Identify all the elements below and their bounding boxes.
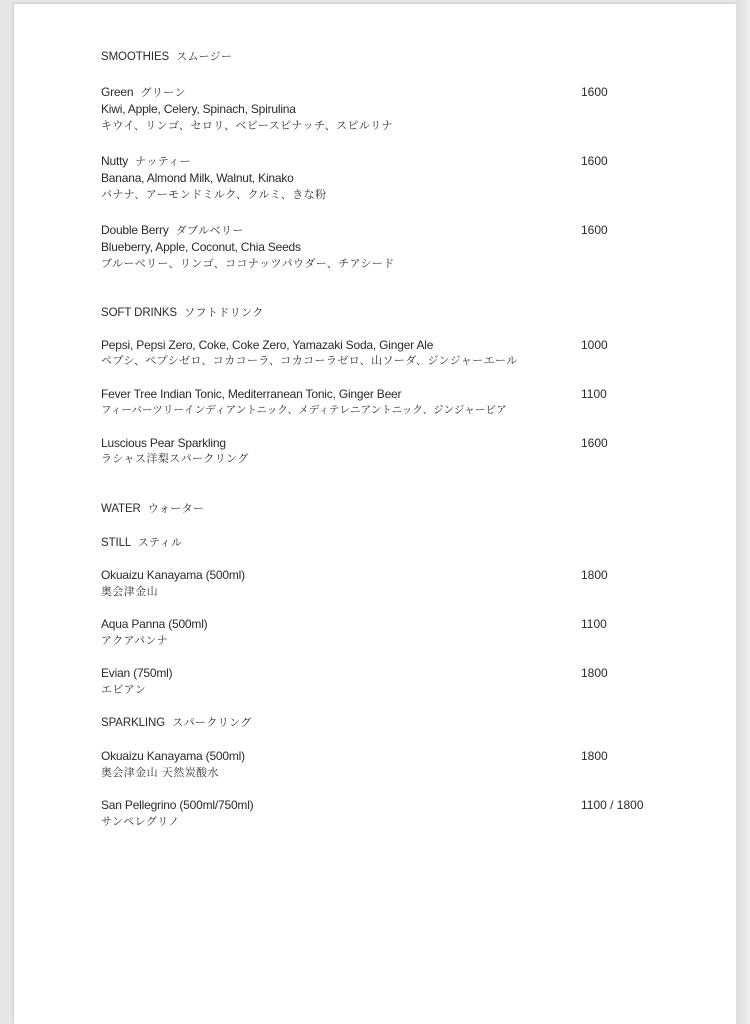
item-name-en: Nutty <box>101 154 129 168</box>
subsection-heading-sparkling <box>101 716 252 730</box>
section-title-en: SOFT DRINKS <box>101 307 178 319</box>
menu-item-name <box>101 85 186 100</box>
subsection-title-en: SPARKLING <box>101 717 166 729</box>
subsection-heading-still <box>101 536 182 550</box>
item-price: 1600 <box>581 223 608 237</box>
subsection-title-en: STILL <box>101 537 131 549</box>
item-name-jp: 奥会津金山 天然炭酸水 <box>101 766 219 779</box>
item-price: 1100 <box>581 617 607 631</box>
item-price: 1800 <box>581 568 608 582</box>
item-name-jp: グリーン <box>140 86 186 99</box>
item-description-jp: バナナ、アーモンドミルク、クルミ、きな粉 <box>101 188 327 201</box>
item-name-jp: エビアン <box>101 683 147 696</box>
menu-item-name <box>101 154 191 169</box>
item-description-en: Kiwi, Apple, Celery, Spinach, Spirulina <box>101 102 296 116</box>
section-title-jp: ソフトドリンク <box>184 306 264 319</box>
section-title-jp: スムージー <box>176 50 233 63</box>
section-heading-smoothies <box>101 50 232 64</box>
item-price: 1100 / 1800 <box>581 798 644 812</box>
item-name-jp: ラシャス洋梨スパークリング <box>101 452 249 465</box>
item-price: 1800 <box>581 749 608 763</box>
section-title-en: SMOOTHIES <box>101 51 170 63</box>
item-price: 1100 <box>581 387 607 401</box>
item-name-en: San Pellegrino (500ml/750ml) <box>101 798 254 812</box>
item-price: 1800 <box>581 666 608 680</box>
section-heading-soft-drinks <box>101 306 264 320</box>
item-name-en: Aqua Panna (500ml) <box>101 617 208 631</box>
item-name-en: Pepsi, Pepsi Zero, Coke, Coke Zero, Yamazaki Soda, Ginger Ale <box>101 338 434 352</box>
subsection-title-jp: スティル <box>137 536 183 549</box>
item-name-jp: フィーバーツリーインディアントニック、メディテレニアントニック、ジンジャービア <box>101 404 507 416</box>
item-name-jp: サンペレグリノ <box>101 815 180 828</box>
section-title-en: WATER <box>101 503 141 515</box>
item-name-jp: 奥会津金山 <box>101 585 158 598</box>
item-name-en: Evian (750ml) <box>101 666 173 680</box>
item-name-jp: ペプシ、ペプシゼロ、コカコーラ、コカコーラゼロ、山ソーダ、ジンジャーエール <box>101 354 518 367</box>
item-name-en: Green <box>101 85 134 99</box>
item-description-jp: キウイ、リンゴ、セロリ、ベビースピナッチ、スピルリナ <box>101 119 393 132</box>
item-name-jp: ダブルベリー <box>175 224 244 237</box>
item-name-jp: ナッティー <box>135 155 192 168</box>
item-name-en: Okuaizu Kanayama (500ml) <box>101 568 245 582</box>
item-price: 1600 <box>581 154 608 168</box>
section-title-jp: ウォーター <box>147 502 205 515</box>
menu-item-name <box>101 223 244 238</box>
item-description-en: Blueberry, Apple, Coconut, Chia Seeds <box>101 240 301 254</box>
item-name-en: Fever Tree Indian Tonic, Mediterranean Tonic, Ginger Beer <box>101 387 402 401</box>
page-edge-shadow <box>736 0 750 1024</box>
item-price: 1000 <box>581 338 608 352</box>
item-description-en: Banana, Almond Milk, Walnut, Kinako <box>101 171 294 185</box>
item-description-jp: ブルーベリー、リンゴ、ココナッツパウダー、チアシード <box>101 257 395 270</box>
subsection-title-jp: スパークリング <box>172 716 252 729</box>
item-name-en: Luscious Pear Sparkling <box>101 436 226 450</box>
item-price: 1600 <box>581 85 608 99</box>
item-name-en: Okuaizu Kanayama (500ml) <box>101 749 245 763</box>
item-price: 1600 <box>581 436 608 450</box>
item-name-en: Double Berry <box>101 223 169 237</box>
section-heading-water <box>101 502 204 516</box>
item-name-jp: アクアパンナ <box>101 634 169 647</box>
